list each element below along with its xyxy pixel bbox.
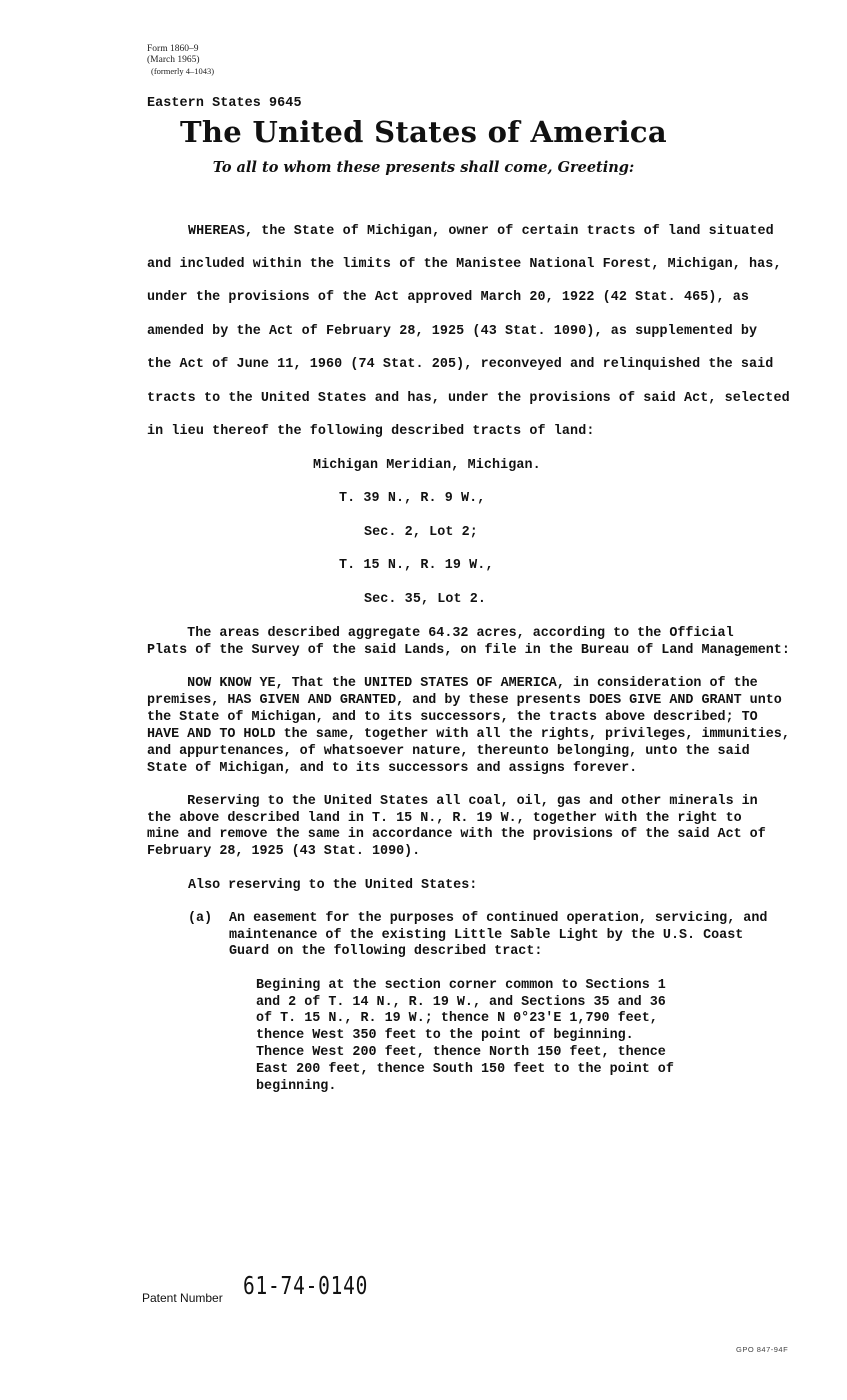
whereas-line: under the provisions of the Act approved March 20, 1922 (42 Stat. 465), as: [147, 290, 750, 305]
patent-number-label: Patent Number: [142, 1291, 223, 1305]
areas-line: Plats of the Survey of the said Lands, on file in the Bureau of Land Management:: [147, 643, 790, 658]
also-reserving-heading: Also reserving to the United States:: [188, 878, 478, 893]
easement-marker: (a): [188, 911, 213, 926]
whereas-line: in lieu thereof the following described tracts of land:: [147, 424, 595, 439]
gpo-imprint: GPO 847-94F: [736, 1345, 789, 1354]
tract-description-line: Begining at the section corner common to Sections 1: [256, 978, 666, 993]
whereas-line: the Act of June 11, 1960 (74 Stat. 205), reconveyed and relinquished the said: [147, 357, 774, 372]
grant-line: NOW KNOW YE, That the UNITED STATES OF AMERICA, in consideration of the: [147, 676, 758, 691]
grant-line: and appurtenances, of whatsoever nature, thereunto belonging, unto the said: [147, 744, 750, 759]
whereas-line: amended by the Act of February 28, 1925 (43 Stat. 1090), as supplemented by: [147, 324, 758, 339]
grant-line: the State of Michigan, and to its successors, the tracts above described; TO: [147, 710, 758, 725]
meridian-heading: Michigan Meridian, Michigan.: [313, 458, 541, 473]
whereas-line: and included within the limits of the Manistee National Forest, Michigan, has,: [147, 257, 782, 272]
section-lot-1: Sec. 2, Lot 2;: [364, 525, 478, 540]
township-range-2: T. 15 N., R. 19 W.,: [339, 558, 494, 573]
tract-description-line: Thence West 200 feet, thence North 150 feet, thence: [256, 1045, 666, 1060]
reserving-line: the above described land in T. 15 N., R. 19 W., together with the right to: [147, 811, 742, 826]
form-formerly: (formerly 4–1043): [151, 66, 215, 76]
grant-line: premises, HAS GIVEN AND GRANTED, and by these presents DOES GIVE AND GRANT unto: [147, 693, 782, 708]
grant-line: State of Michigan, and to its successors and assigns forever.: [147, 761, 638, 776]
form-date: (March 1965): [147, 55, 200, 65]
grant-line: HAVE AND TO HOLD the same, together with all the rights, privileges, immunities,: [147, 727, 790, 742]
tract-description-line: and 2 of T. 14 N., R. 19 W., and Sections 35 and 36: [256, 995, 666, 1010]
section-lot-2: Sec. 35, Lot 2.: [364, 592, 487, 607]
tract-description-line: beginning.: [256, 1079, 337, 1094]
reserving-line: Reserving to the United States all coal, oil, gas and other minerals in: [147, 794, 758, 809]
township-range-1: T. 39 N., R. 9 W.,: [339, 491, 486, 506]
serial-number: Eastern States 9645: [147, 96, 302, 111]
whereas-line: WHEREAS, the State of Michigan, owner of certain tracts of land situated: [188, 224, 774, 239]
tract-description-line: thence West 350 feet to the point of beginning.: [256, 1028, 634, 1043]
form-number: Form 1860–9: [147, 44, 199, 54]
whereas-line: tracts to the United States and has, under the provisions of said Act, selected: [147, 391, 790, 406]
areas-line: The areas described aggregate 64.32 acres, according to the Official: [147, 626, 734, 641]
patent-number-value: 61-74-0140: [243, 1271, 369, 1300]
reserving-line: February 28, 1925 (43 Stat. 1090).: [147, 844, 421, 859]
tract-description-line: of T. 15 N., R. 19 W.; thence N 0°23'E 1,790 feet,: [256, 1011, 658, 1026]
tract-description-line: East 200 feet, thence South 150 feet to the point of: [256, 1062, 674, 1077]
easement-line: maintenance of the existing Little Sable Light by the U.S. Coast: [229, 928, 744, 943]
easement-line: An easement for the purposes of continued operation, servicing, and: [229, 911, 768, 926]
easement-line: Guard on the following described tract:: [229, 944, 543, 959]
document-title: The United States of America: [180, 115, 667, 149]
greeting-line: To all to whom these presents shall come, Greeting:: [212, 159, 635, 176]
reserving-line: mine and remove the same in accordance with the provisions of the said Act of: [147, 827, 766, 842]
